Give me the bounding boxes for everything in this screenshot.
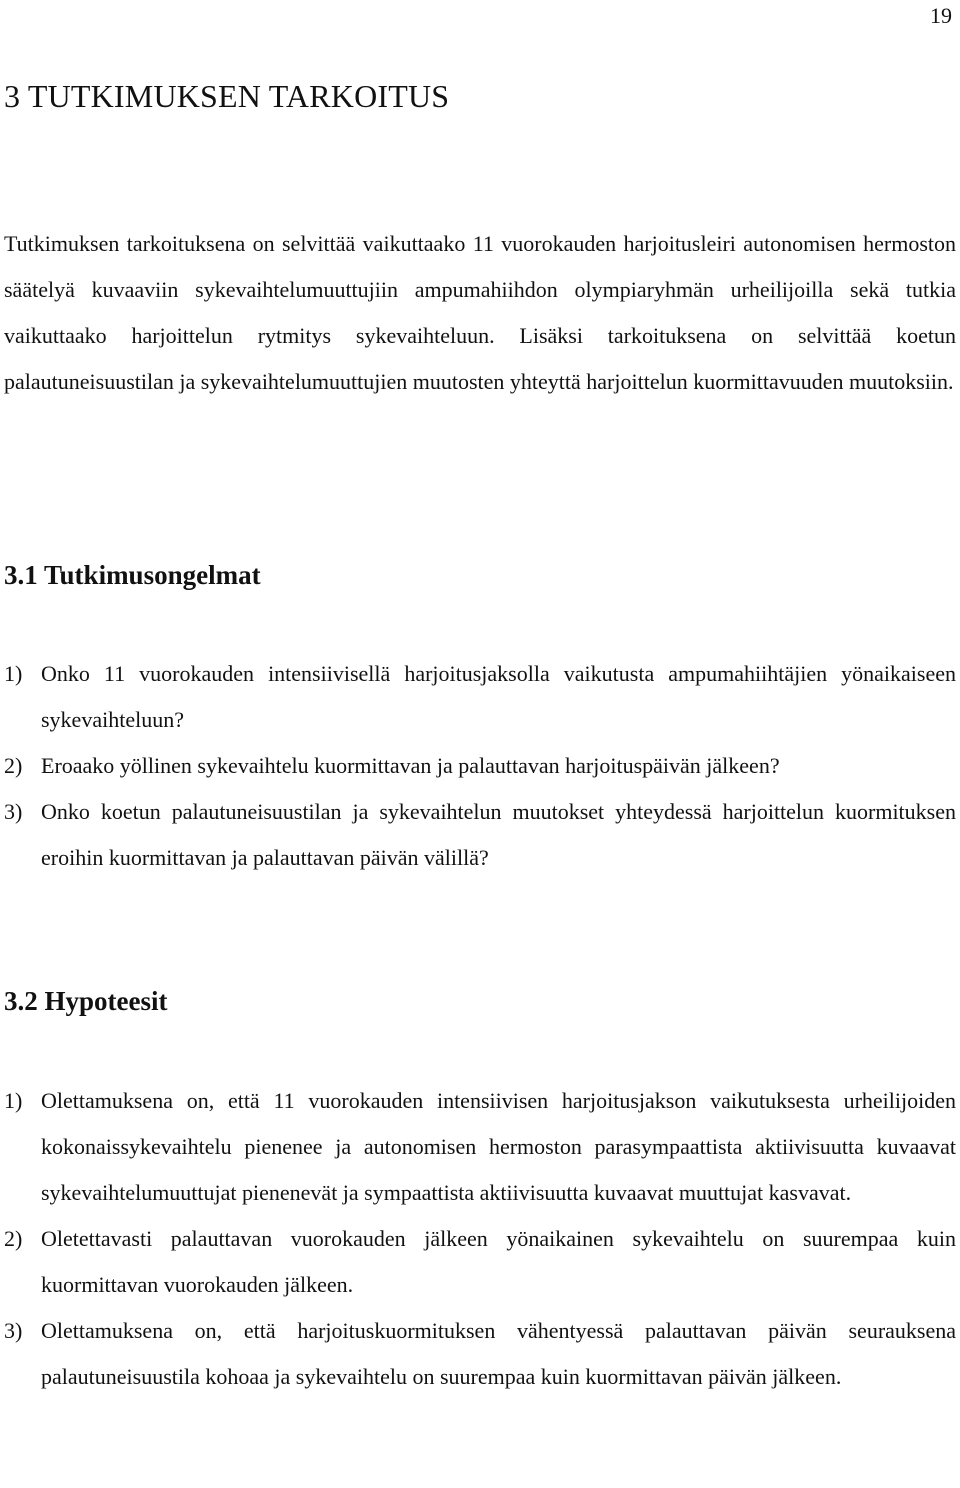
list-number: 1) [4, 1088, 23, 1113]
list-item [4, 789, 956, 881]
list-number: 2) [4, 753, 23, 778]
section-title-problems: 3.1 Tutkimusongelmat [4, 560, 261, 590]
list-item-text: Oletettavasti palauttavan vuorokauden jälkeen yönaikainen sykevaihtelu on suurempaa kuin kuormittavan vuorokauden jälkeen. [41, 1226, 956, 1297]
list-item-text: Olettamuksena on, että 11 vuorokauden intensiivisen harjoitusjakson vaikutuksesta urheilijoiden kokonaissykevaihtelu pienenee ja autonomisen hermoston parasympaattista aktiivisuutta kuvaavat sykevaihtelumuuttujat pienenevät ja sympaattista aktiivisuutta kuvaavat muuttujat kasvavat. [41, 1088, 956, 1205]
list-item [4, 651, 956, 743]
list-item-text: Eroaako yöllinen sykevaihtelu kuormittavan ja palauttavan harjoituspäivän jälkeen? [41, 753, 780, 778]
list-number: 2) [4, 1226, 23, 1251]
list-item-text: Olettamuksena on, että harjoituskuormituksen vähentyessä palauttavan päivän seurauksena palautuneisuustila kohoaa ja sykevaihtelu on suurempaa kuin kuormittavan päivän jälkeen. [41, 1318, 956, 1389]
list-item [4, 1308, 956, 1400]
section-title-hypotheses: 3.2 Hypoteesit [4, 986, 168, 1016]
list-number: 3) [4, 1318, 23, 1343]
chapter-title: 3 TUTKIMUKSEN TARKOITUS [4, 78, 450, 114]
list-number: 3) [4, 799, 23, 824]
list-item-text: Onko 11 vuorokauden intensiivisellä harjoitusjaksolla vaikutusta ampumahiihtäjien yönaikaiseen sykevaihteluun? [41, 661, 956, 732]
research-problems-list [4, 651, 956, 881]
intro-paragraph: Tutkimuksen tarkoituksena on selvittää vaikuttaako 11 vuorokauden harjoitusleiri autonomisen hermoston säätelyä kuvaaviin sykevaihtelumuuttujiin ampumahiihdon olympiaryhmän urheilijoilla sekä tutkia vaikuttaako harjoittelun rytmitys sykevaihteluun. Lisäksi tarkoituksena on selvittää koetun palautuneisuustilan ja sykevaihtelumuuttujien muutosten yhteyttä harjoittelun kuormittavuuden muutoksiin. [4, 231, 956, 394]
page-number: 19 [930, 3, 952, 28]
list-number: 1) [4, 661, 23, 686]
list-item [4, 1216, 956, 1308]
hypotheses-list [4, 1078, 956, 1400]
list-item [4, 743, 956, 789]
list-item-text: Onko koetun palautuneisuustilan ja sykevaihtelun muutokset yhteydessä harjoittelun kuormituksen eroihin kuormittavan ja palauttavan päivän välillä? [41, 799, 956, 870]
list-item [4, 1078, 956, 1216]
